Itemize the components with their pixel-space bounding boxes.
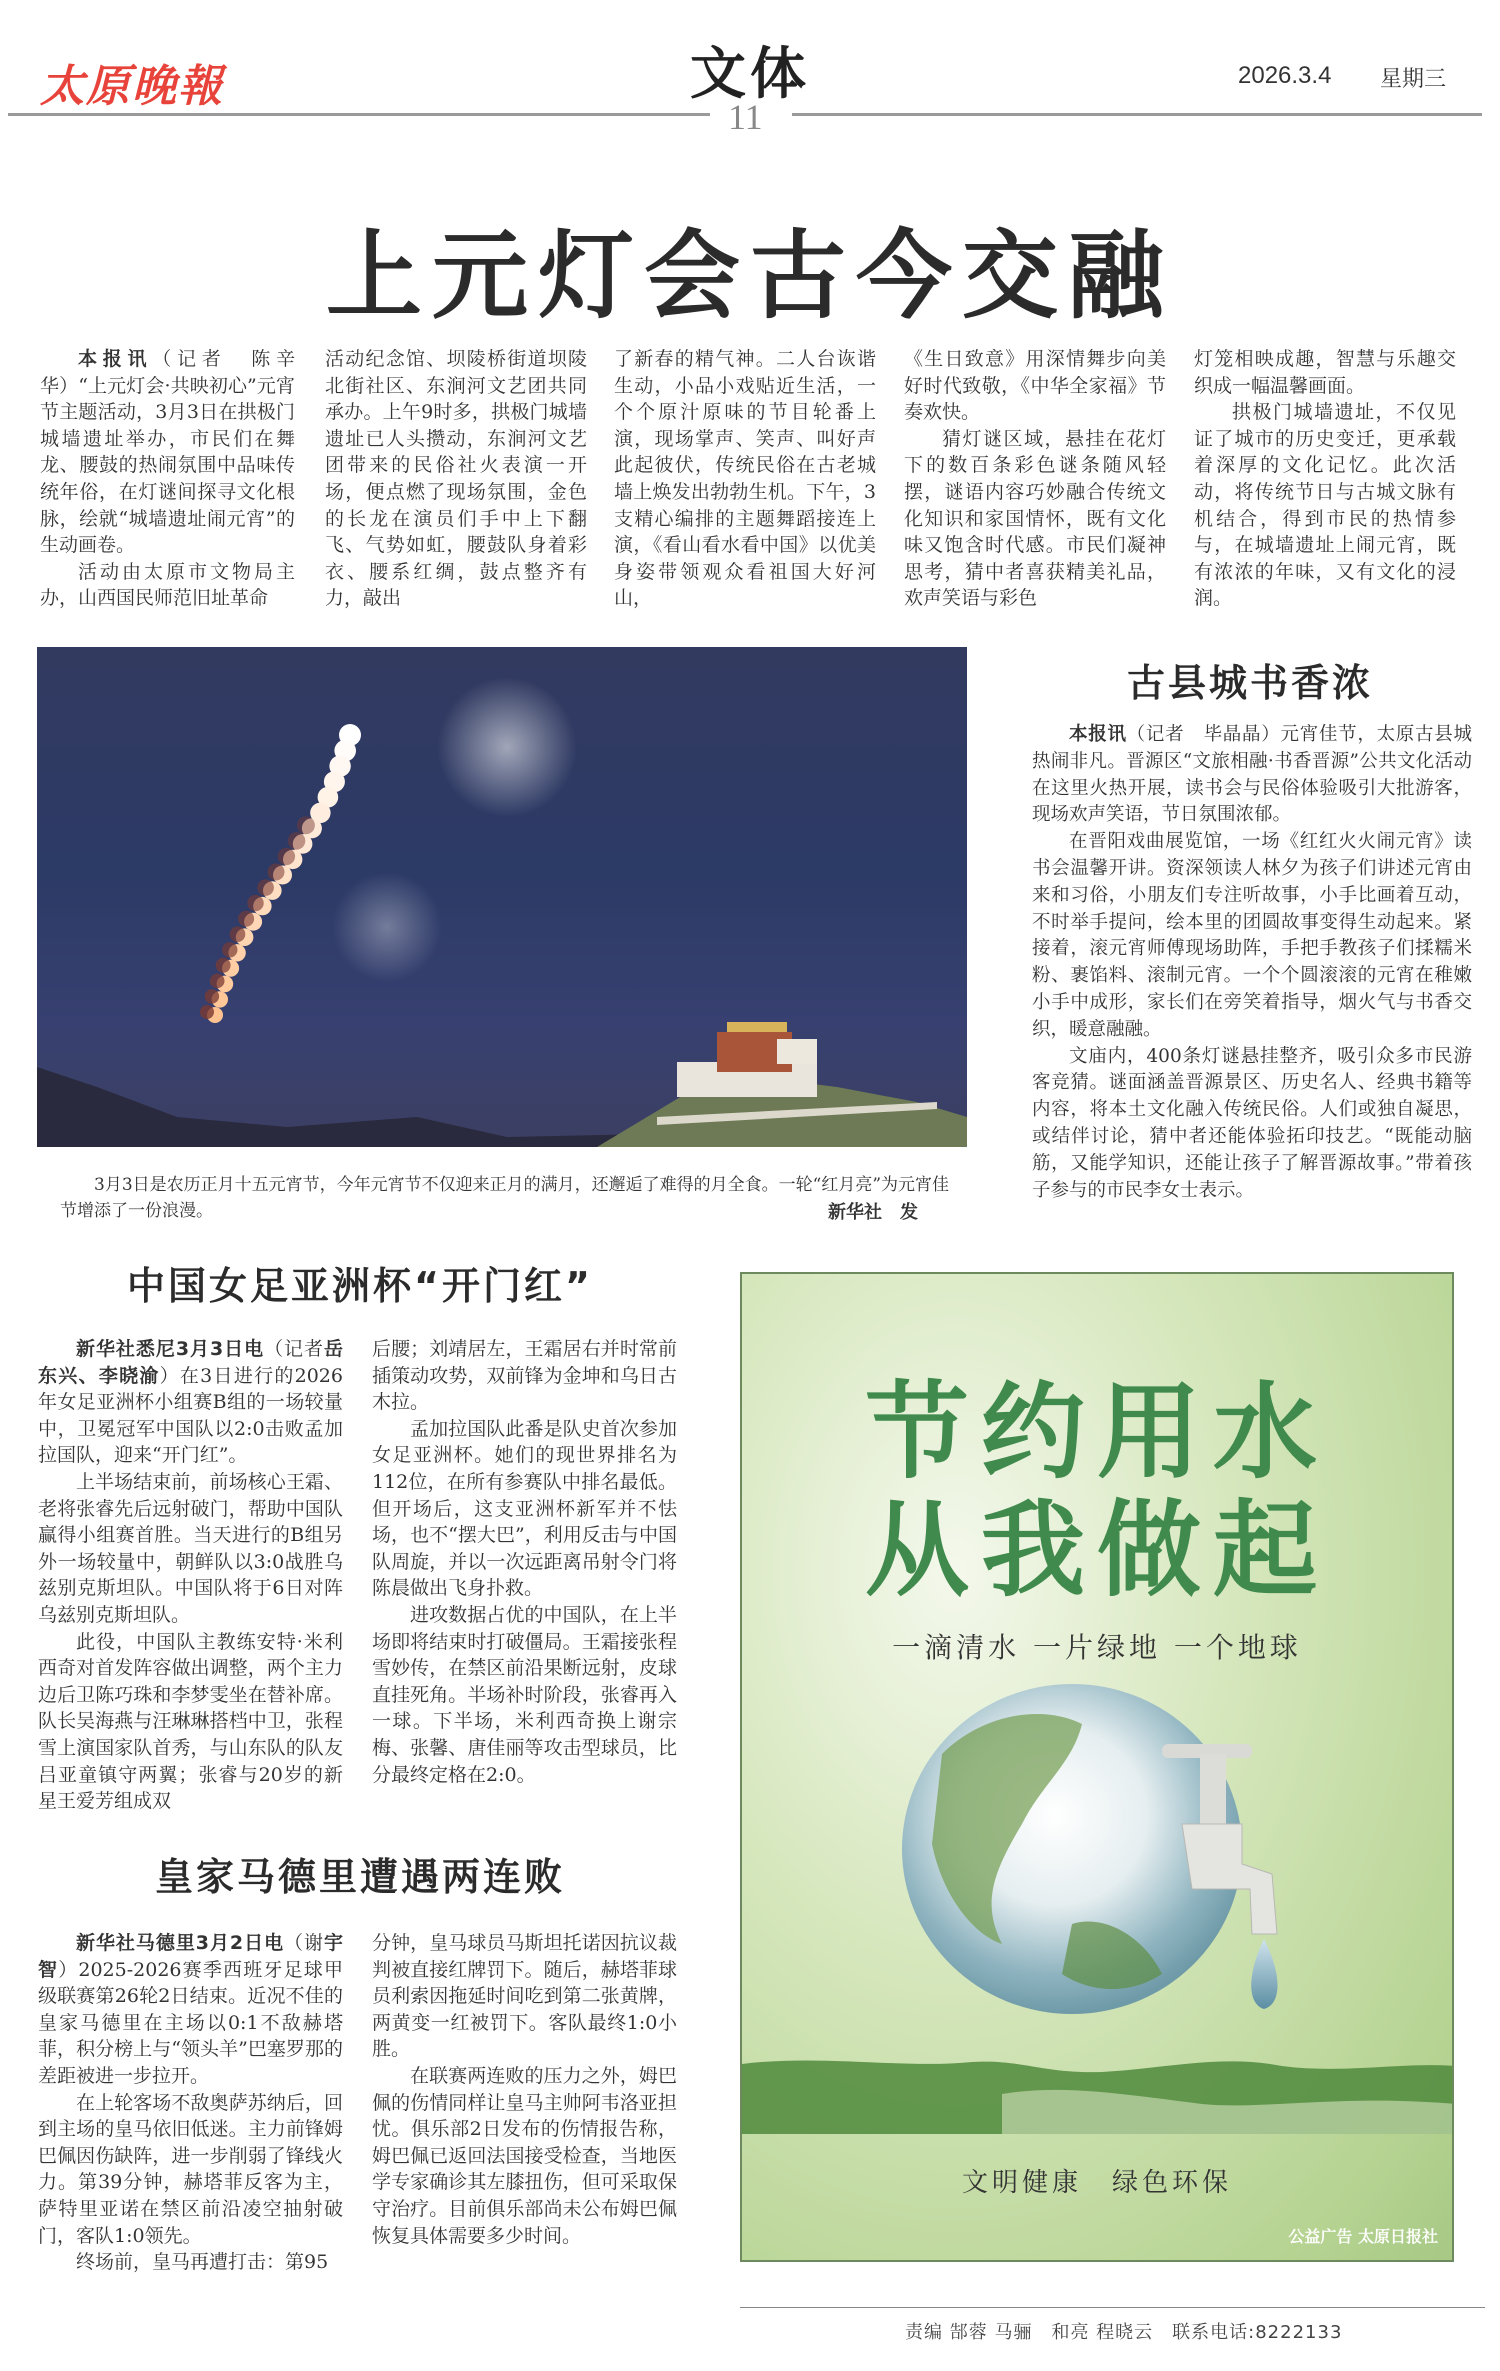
- page-number: 11: [728, 97, 763, 137]
- main-story-col-2: [325, 346, 587, 612]
- paragraph: 分钟，皇马球员马斯坦托诺因抗议裁判被直接红牌罚下。随后，赫塔菲球员利索因拖延时间吃到第二张黄牌，两黄变一红被罚下。客队最终1:0小胜。: [372, 1932, 677, 2061]
- main-story-col-3: [614, 346, 876, 612]
- byline-names: 宇智: [38, 1932, 343, 1981]
- palace-gold-roof: [727, 1022, 787, 1032]
- paragraph: 灯笼相映成趣，智慧与乐趣交织成一幅温馨画面。: [1194, 348, 1456, 397]
- paragraph: 终场前，皇马再遭打击：第95: [76, 2251, 329, 2274]
- byline: （记者 毕晶晶）: [1126, 724, 1281, 745]
- paragraph: ）2025-2026赛季西班牙足球甲级联赛第26轮2日结束。近况不佳的皇家马德里在主场以0:1不敌赫塔菲，积分榜上与“领头羊”巴塞罗那的差距被进一步拉开。: [38, 1958, 343, 2087]
- moon-glow: [437, 677, 577, 817]
- globe-faucet-illustration: [742, 1674, 1454, 2134]
- paragraph: 上半场结束前，前场核心王霜、老将张睿先后远射破门，帮助中国队赢得小组赛首胜。当天进行的B组另外一场较量中，朝鲜队以3:0战胜乌兹别克斯坦队。中国队将于6日对阵乌兹别克斯坦队。: [38, 1470, 343, 1626]
- earth-shadow: [200, 1005, 214, 1019]
- madrid-headline: 皇家马德里遭遇两连败: [154, 1855, 565, 1899]
- main-story-col-1: [40, 346, 295, 612]
- ad-title-line-1: 节约用水: [864, 1371, 1329, 1493]
- byline-prefix: （谢: [284, 1932, 324, 1954]
- paragraph: 在联赛两连败的压力之外，姆巴佩的伤情同样让皇马主帅阿韦洛亚担忧。俱乐部2日发布的伤情报告称，姆巴佩已返回法国接受检查，当地医学专家确诊其左膝扭伤，但可采取保守治疗。目前俱乐部尚未公布姆巴佩恢复具体需要多少时间。: [372, 2064, 677, 2247]
- paragraph: 拱极门城墙遗址，不仅见证了城市的历史变迁，更承载着深厚的文化记忆。此次活动，将传统节日与古城文脉有机结合，得到市民的热情参与，在城墙遗址上闹元宵，既有浓浓的年味，又有文化的浸润。: [1194, 401, 1456, 610]
- paragraph: 在上轮客场不敌奥萨苏纳后，回到主场的皇马依旧低迷。主力前锋姆巴佩因伤缺阵，进一步削弱了锋线火力。第39分钟，赫塔菲反客为主，萨特里亚诺在禁区前沿凌空抽射破门，客队1:0领先。: [38, 2091, 343, 2247]
- lead-label: 本报讯: [1069, 724, 1127, 745]
- water-drop-icon: [1251, 1939, 1277, 2009]
- paragraph: 《生日致意》用深情舞步向美好时代致敬，《中华全家福》节奏欢快。: [904, 348, 1166, 424]
- newspaper-logo: 太原晚報: [40, 61, 224, 112]
- paragraph: ）在3日进行的2026年女足亚洲杯小组赛B组的一场较量中，卫冕冠军中国队以2:0击败孟加拉国队，迎来“开门红”。: [38, 1364, 343, 1467]
- palace-white-block: [777, 1039, 817, 1064]
- ad-tagline: 文明健康 绿色环保: [961, 2168, 1232, 2198]
- earth-shadow: [205, 989, 219, 1003]
- earth-shadow: [216, 958, 231, 973]
- earth-shadow: [268, 864, 285, 881]
- earth-shadow: [288, 832, 306, 850]
- paragraph: 文庙内，400条灯谜悬挂整齐，吸引众多市民游客竞猜。谜面涵盖晋源景区、历史名人、经典书籍等内容，将本土文化融入传统民俗。人们或独自凝思，或结伴讨论，猜中者还能体验拓印技艺。“既能动脑筋，又能学知识，还能让孩子了解晋源故事。”带着孩子参与的市民李女士表示。: [1032, 1045, 1472, 1201]
- lead-label: 新华社马德里3月2日电: [76, 1932, 285, 1954]
- main-headline: 上元灯会古今交融: [326, 220, 1174, 332]
- paragraph: 了新春的精气神。二人台诙谐生动，小品小戏贴近生活，一个个原汁原味的节目轮番上演，现场掌声、笑声、叫好声此起彼伏，传统民俗在古老城墙上焕发出勃勃生机。下午，3支精心编排的主题舞蹈接连上演，《看山看水看中国》以优美身姿带领观众看祖国大好河山，: [614, 348, 876, 610]
- earth-shadow: [278, 848, 295, 865]
- paragraph: 活动纪念馆、坝陵桥街道坝陵北街社区、东涧河文艺团共同承办。上午9时多，拱极门城墙遗址已人头攒动，东涧河文艺团带来的民俗社火表演一开场，便点燃了现场氛围，金色的长龙在演员们手中上下翻飞、气势如虹，腰鼓队身着彩衣、腰系红绸，鼓点整齐有力，敲出: [325, 348, 587, 610]
- photo-caption: [60, 1172, 960, 1224]
- earth-shadow: [222, 942, 237, 957]
- photo-illustration: [37, 647, 967, 1147]
- issue-date: 2026.3.4: [1238, 62, 1332, 89]
- ad-slogan: 一滴清水 一片绿地 一个地球: [892, 1631, 1302, 1664]
- footer-rule: [740, 2307, 1485, 2308]
- earth-shadow: [210, 974, 225, 989]
- faucet-stem: [1200, 1754, 1226, 1824]
- paragraph: 元宵佳节，太原古县城热闹非凡。晋源区“文旅相融·书香晋源”公共文化活动在这里火热开展，读书会与民俗体验吸引大批游客，现场欢声笑语，节日氛围浓郁。: [1032, 724, 1472, 826]
- moon-sequence: [200, 724, 361, 1023]
- paragraph: “上元灯会·共映初心”元宵节主题活动，3月3日在拱极门城墙遗址举办，市民们在舞龙、腰鼓的热闹氛围中品味传统年俗，在灯谜间探寻文化根脉，绘就“城墙遗址闹元宵”的生动画卷。: [40, 374, 295, 557]
- earth-shadow: [230, 926, 246, 942]
- byline-names: 岳东兴、李晓渝: [38, 1338, 343, 1387]
- ad-sponsor: 公益广告 太原日报社: [1288, 2227, 1438, 2246]
- ad-title-line-2: 从我做起: [864, 1489, 1329, 1611]
- paragraph: 孟加拉国队此番是队史首次参加女足亚洲杯。她们的现世界排名为112位，在所有参赛队中排名最低。但开场后，这支亚洲杯新军并不怯场，也不“摆大巴”，利用反击与中国队周旋，并以一次远距离吊射令门将陈晨做出飞身扑救。: [372, 1417, 677, 1600]
- issue-weekday: 星期三: [1380, 67, 1447, 92]
- paragraph: 后腰；刘靖居左，王霜居右并时常前插策动攻势，双前锋为金坤和乌日古木拉。: [372, 1338, 677, 1414]
- side-story-body: [1032, 722, 1472, 1204]
- main-story-col-4: [904, 346, 1166, 612]
- paragraph: 活动由太原市文物局主办，山西国民师范旧址革命: [40, 560, 295, 610]
- paragraph: 此役，中国队主教练安特·米利西奇对首发阵容做出调整，两个主力边后卫陈巧珠和李梦雯坐在替补席。队长吴海燕与汪琳琳搭档中卫，张程雪上演国家队首秀，与山东队的队友吕亚童镇守两翼；张睿与20岁的新星王爱芳组成双: [38, 1630, 343, 1813]
- moon-glow: [332, 872, 442, 982]
- football-col-2: [372, 1336, 677, 1788]
- editor-credits: 责编 郜蓉 马骊 和亮 程晓云 联系电话:8222133: [905, 2322, 1343, 2343]
- section-title: 文体: [690, 41, 810, 107]
- header-rule-left: [8, 113, 710, 116]
- football-headline: 中国女足亚洲杯“开门红”: [127, 1264, 593, 1308]
- header-rule-right: [792, 113, 1482, 116]
- madrid-col-2: [372, 1930, 677, 2249]
- football-col-1: [38, 1336, 343, 1815]
- lead-label: 本报讯: [78, 348, 153, 370]
- main-story-col-5: [1194, 346, 1456, 612]
- earth-shadow: [247, 895, 263, 911]
- byline: （记者 陈辛华）: [40, 348, 295, 397]
- paragraph: 猜灯谜区域，悬挂在花灯下的数百条彩色谜条随风轻摆，谜语内容巧妙融合传统文化知识和家国情怀，既有文化味又饱含时代感。市民们凝神思考，猜中者喜获精美礼品，欢声笑语与彩色: [904, 427, 1166, 610]
- earth-shadow: [257, 879, 274, 896]
- paragraph: 进攻数据占优的中国队，在上半场即将结束时打破僵局。王霜接张程雪妙传，在禁区前沿果断远射，皮球直挂死角。半场补时阶段，张睿再入一球。下半场，米利西奇换上谢宗梅、张馨、唐佳丽等攻击型球员，比分最终定格在2:0。: [372, 1603, 677, 1786]
- side-story-headline: 古县城书香浓: [1126, 661, 1373, 705]
- paragraph: 在晋阳戏曲展览馆，一场《红红火火闹元宵》读书会温馨开讲。资深领读人林夕为孩子们讲述元宵由来和习俗，小朋友们专注听故事，小手比画着互动，不时举手提问，绘本里的团圆故事变得生动起来。紧接着，滚元宵师傅现场助阵，手把手教孩子们揉糯米粉、裹馅料、滚制元宵。一个个圆滚滚的元宵在稚嫩小手中成形，家长们在旁笑着指导，烟火气与书香交织，暖意融融。: [1032, 831, 1472, 1040]
- madrid-col-1: [38, 1930, 343, 2276]
- earth-shadow: [297, 816, 315, 834]
- earth-shadow: [238, 911, 254, 927]
- public-service-ad: [740, 1272, 1454, 2262]
- byline-prefix: （记者: [264, 1338, 324, 1360]
- photo-credit: 新华社 发: [828, 1202, 918, 1223]
- caption-text: 3月3日是农历正月十五元宵节，今年元宵节不仅迎来正月的满月，还邂逅了难得的月全食。一轮“红月亮”为元宵佳节增添了一份浪漫。: [60, 1175, 950, 1221]
- lead-label: 新华社悉尼3月3日电: [76, 1338, 265, 1360]
- lunar-eclipse-photo: [37, 647, 967, 1147]
